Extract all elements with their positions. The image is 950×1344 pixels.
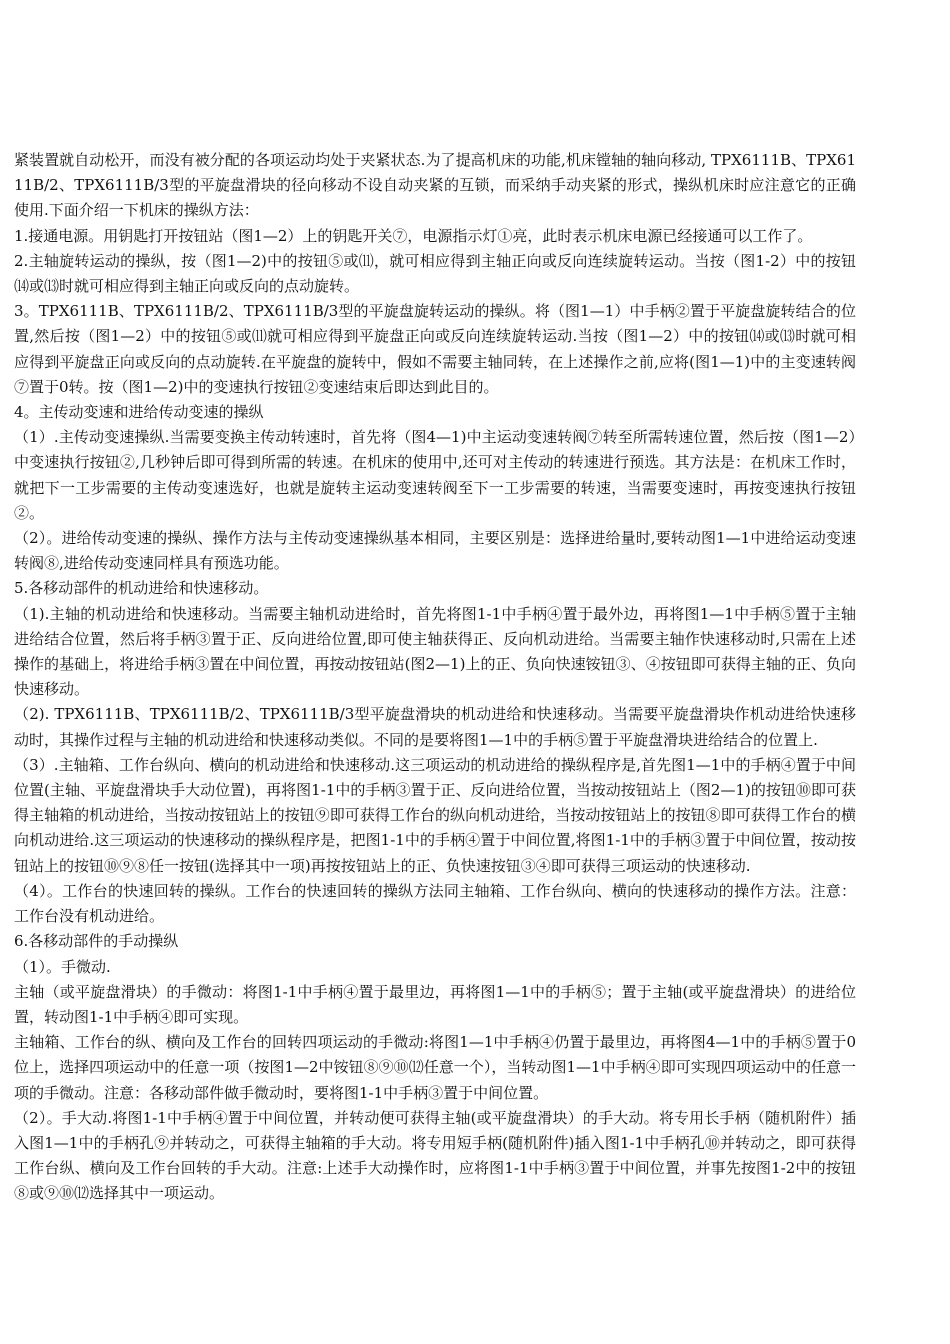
- heading-6-1-fine-feed: （1）。手微动.: [14, 957, 111, 976]
- paragraph-5-4-table-rotation: （4）。工作台的快速回转的操纵。工作台的快速回转的操纵方法同主轴箱、工作台纵向、横向的快速移动的操作方法。注意：工作台没有机动进给。: [14, 881, 856, 926]
- document-body: [14, 148, 856, 1207]
- paragraph-step-2-spindle-rotation: 2.主轴旋转运动的操纵，按（图1—2)中的按钮⑤或⑾，就可相应得到主轴正向或反向连续旋转运动。当按（图1-2）中的按钮⒁或⒀时就可相应得到主轴正向或反向的点动旋转。: [14, 251, 856, 296]
- paragraph-5-2-facing-slide-feed: （2). TPX6111B、TPX6111B/2、TPX6111B/3型平旋盘滑块的机动进给和快速移动。当需要平旋盘滑块作机动进给快速移动时，其操作过程与主轴的机动进给和快速移动类似。不同的是要将图1—1中的手柄⑤置于平旋盘滑块进给结合的位置上.: [14, 705, 856, 749]
- heading-step-4-speed-change: 4。主传动变速和进给传动变速的操纵: [14, 403, 264, 422]
- paragraph-step-1-power: 1.接通电源。用钥匙打开按钮站（图1—2）上的钥匙开关⑦，电源指示灯①亮，此时表示机床电源已经接通可以工作了。: [14, 226, 813, 245]
- paragraph-4-2-feed-drive: （2）。进给传动变速的操纵、操作方法与主传动变速操纵基本相同，主要区别是：选择进给量时,要转动图1—1中进给运动变速转阀⑧,进给传动变速同样具有预选功能。: [14, 529, 856, 573]
- paragraph-step-3-facing-head-rotation: 3。TPX6111B、TPX6111B/2、TPX6111B/3型的平旋盘旋转运动的操纵。将（图1—1）中手柄②置于平旋盘旋转结合的位置,然后按（图1—2）中的按钮⑤或⑾就可相应得到平旋盘正向或反向连续旋转运动.当按（图1—2）中的按钮⒁或⒀时就可相应得到平旋盘正向或反向的点动旋转.在平旋盘的旋转中，假如不需要主轴同转，在上述操作之前,应将(图1—1)中的主变速转阀⑦置于0转。按（图1—2)中的变速执行按钮②变速结束后即达到此目的。: [14, 302, 856, 396]
- paragraph-5-1-spindle-feed: （1).主轴的机动进给和快速移动。当需要主轴机动进给时，首先将图1-1中手柄④置于最外边，再将图1—1中手柄⑤置于主轴进给结合位置，然后将手柄③置于正、反向进给位置,即可使主轴获得正、反向机动进给。当需要主轴作快速移动时,只需在上述操作的基础上，将进给手柄③置在中间位置，再按动按钮站(图2—1)上的正、负向快速铵钮③、④按钮即可获得主轴的正、负向快速移动。: [14, 604, 856, 699]
- paragraph-5-3-headstock-table-feed: （3）.主轴箱、工作台纵向、横向的机动进给和快速移动.这三项运动的机动进给的操纵程序是,首先图1—1中的手柄④置于中间位置(主轴、平旋盘滑块手大动位置)，再将图1-1中的手柄③置于正、反向进给位置，当按动按钮站上（图2—1)的按钮⑩即可获得主轴箱的机动进给，当按动按钮站上的按钮⑨即可获得工作台的纵向机动进给，当按动按钮站上的按钮⑧即可获得工作台的横向机动进给.这三项运动的快速移动的操纵程序是，把图1-1中的手柄④置于中间位置,将图1-1中的手柄③置于中间位置，按动按钮站上的按钮⑩⑨⑧任一按钮(选择其中一项)再按按钮站上的正、负快速按钮③④即可获得三项运动的快速移动.: [14, 755, 856, 875]
- heading-step-5-power-feed: 5.各移动部件的机动进给和快速移动。: [14, 579, 269, 598]
- heading-step-6-manual: 6.各移动部件的手动操纵: [14, 932, 179, 951]
- paragraph-6-2-coarse-manual: （2）。手大动.将图1-1中手柄④置于中间位置，并转动便可获得主轴(或平旋盘滑块）的手大动。将专用长手柄（随机附件）插入图1—1中的手柄孔⑨并转动之，可获得主轴箱的手大动。将专用短手柄(随机附件)插入图1-1中手柄孔⑩并转动之，即可获得工作台纵、横向及工作台回转的手大动。注意:上述手大动操作时，应将图1-1中手柄③置于中间位置，并事先按图1-2中的按钮⑧或⑨⑩⑿选择其中一项运动。: [14, 1108, 856, 1203]
- paragraph-6-1-spindle-fine: 主轴（或平旋盘滑块）的手微动：将图1-1中手柄④置于最里边，再将图1—1中的手柄⑤；置于主轴(或平旋盘滑块）的进给位置，转动图1-1中手柄④即可实现。: [14, 982, 856, 1026]
- paragraph-intro: 紧装置就自动松开，而没有被分配的各项运动均处于夹紧状态.为了提高机床的功能,机床镗轴的轴向移动, TPX6111B、TPX6111B/2、TPX6111B/3型的平旋盘滑块的径向移动不设自动夹紧的互锁，而采纳手动夹紧的形式，操纵机床时应注意它的正确使用.下面介绍一下机床的操纵方法：: [14, 151, 856, 220]
- paragraph-6-1-headstock-table-fine: 主轴箱、工作台的纵、横向及工作台的回转四项运动的手微动:将图1—1中手柄④仍置于最里边，再将图4—1中的手柄⑤置于0位上，选择四项运动中的任意一项（按图1—2中铵钮⑧⑨⑩⑿任意一个），当转动图1—1中手柄④即可实现四项运动中的任意一项的手微动。注意：各移动部件做手微动时，要将图1-1中手柄③置于中间位置。: [14, 1033, 856, 1102]
- paragraph-4-1-main-drive: （1）.主传动变速操纵.当需要变换主传动转速时，首先将（图4—1)中主运动变速转阀⑦转至所需转速位置，然后按（图1—2）中变速执行按钮②,几秒钟后即可得到所需的转速。在机床的使用中,还可对主传动的转速进行预选。其方法是：在机床工作时，就把下一工步需要的主传动变速选好，也就是旋转主运动变速转阀至下一工步需要的转速，当需要变速时，再按变速执行按钮②。: [14, 428, 856, 522]
